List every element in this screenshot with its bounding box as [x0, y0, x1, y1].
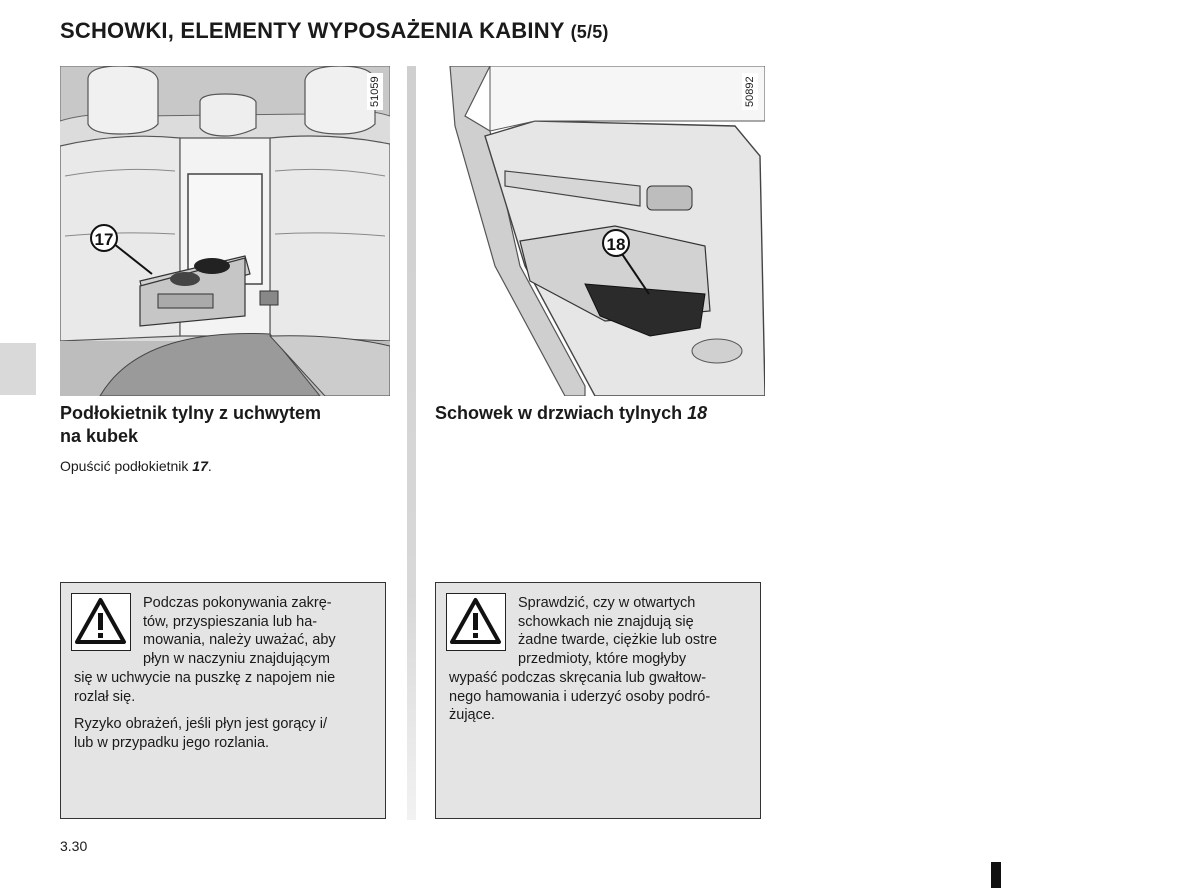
door-pocket-illustration	[435, 66, 765, 396]
callout-17: 17	[94, 230, 114, 249]
armrest-illustration	[60, 66, 390, 396]
page-number: 3.30	[60, 838, 88, 854]
warning-text-part1: Podczas pokonywania zakrę- tów, przyspieszania lub ha- mowania, należy uważać, aby płyn w naczyniu znajdującym	[143, 595, 336, 667]
warning-box-armrest	[60, 582, 386, 819]
warning-triangle-icon	[446, 593, 506, 651]
callout-18: 18	[606, 235, 626, 254]
warning-box-door-pocket	[435, 582, 761, 819]
door-pocket-heading: Schowek w drzwiach tylnych 18	[435, 403, 708, 423]
thumb-index-mark	[991, 862, 1001, 888]
armrest-instruction: Opuścić podłokietnik 17.	[60, 458, 212, 474]
armrest-heading: Podłokietnik tylny z uchwytem na kubek	[60, 403, 322, 446]
warning-triangle-icon	[71, 593, 131, 651]
chapter-tab	[0, 343, 36, 395]
page-title: SCHOWKI, ELEMENTY WYPOSAŻENIA KABINY (5/5)	[60, 18, 609, 43]
warning-text-part2: wypaść podczas skręcania lub gwałtow- nego hamowania i uderzyć osoby podró- żujące.	[449, 670, 711, 724]
figure-code: 50892	[742, 73, 758, 110]
warning-text-part1: Sprawdzić, czy w otwartych schowkach nie znajdują się żadne twarde, ciężkie lub ostre przedmioty, które mogłyby	[518, 595, 718, 667]
figure-code: 51059	[367, 73, 383, 110]
warning-text-part2: się w uchwycie na puszkę z napojem nie rozlał się. Ryzyko obrażeń, jeśli płyn jest gorący i/ lub w przypadku jego rozlania.	[74, 670, 336, 751]
column-divider	[407, 66, 416, 820]
